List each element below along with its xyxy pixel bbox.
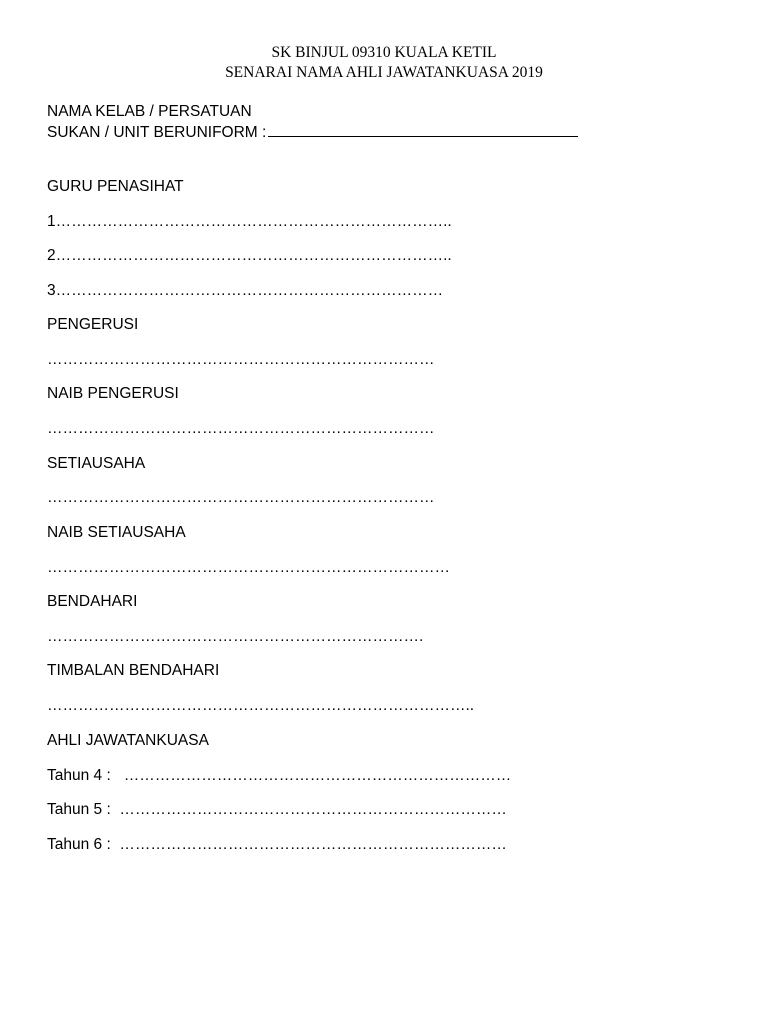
position-line-timbalan-bendahari[interactable]: ………………………………………………………………………..	[47, 697, 475, 714]
committee-line-tahun-6[interactable]: …………………………………………………………………	[119, 836, 507, 853]
position-label-setiausaha: SETIAUSAHA	[47, 455, 146, 472]
club-unit-fill-line[interactable]	[268, 123, 578, 137]
committee-heading: AHLI JAWATANKUASA	[47, 732, 209, 749]
advisor-line-1[interactable]: 1…………………………………………………………………..	[47, 213, 452, 230]
committee-line-tahun-4[interactable]: …………………………………………………………………	[123, 767, 512, 784]
committee-label-tahun-4: Tahun 4 :	[47, 767, 111, 784]
school-name: SK BINJUL 09310 KUALA KETIL	[271, 44, 497, 61]
position-label-pengerusi: PENGERUSI	[47, 316, 139, 333]
position-label-timbalan-bendahari: TIMBALAN BENDAHARI	[47, 662, 220, 679]
position-line-bendahari[interactable]: ……………………………………………………………….	[47, 628, 424, 645]
advisor-line-2[interactable]: 2…………………………………………………………………..	[47, 247, 452, 264]
committee-row-tahun-5	[47, 801, 507, 819]
position-label-naib-pengerusi: NAIB PENGERUSI	[47, 385, 179, 402]
committee-row-tahun-4	[47, 767, 511, 785]
position-label-naib-setiausaha: NAIB SETIAUSAHA	[47, 524, 186, 541]
position-line-setiausaha[interactable]: …………………………………………………………………	[47, 489, 435, 506]
committee-line-tahun-5[interactable]: …………………………………………………………………	[119, 801, 507, 818]
position-label-bendahari: BENDAHARI	[47, 593, 138, 610]
club-name-label: NAMA KELAB / PERSATUAN	[47, 103, 252, 120]
advisor-heading: GURU PENASIHAT	[47, 178, 184, 195]
advisor-line-3[interactable]: 3…………………………………………………………………	[47, 282, 444, 299]
position-line-pengerusi[interactable]: …………………………………………………………………	[47, 351, 435, 368]
document-title: SENARAI NAMA AHLI JAWATANKUASA 2019	[225, 64, 543, 81]
committee-row-tahun-6	[47, 836, 507, 854]
position-line-naib-pengerusi[interactable]: …………………………………………………………………	[47, 420, 435, 437]
committee-label-tahun-5: Tahun 5 :	[47, 801, 111, 818]
committee-label-tahun-6: Tahun 6 :	[47, 836, 111, 853]
club-unit-label: SUKAN / UNIT BERUNIFORM :	[47, 124, 267, 141]
position-line-naib-setiausaha[interactable]: ……………………………………………………………………	[47, 559, 450, 576]
club-unit-row	[47, 123, 578, 142]
